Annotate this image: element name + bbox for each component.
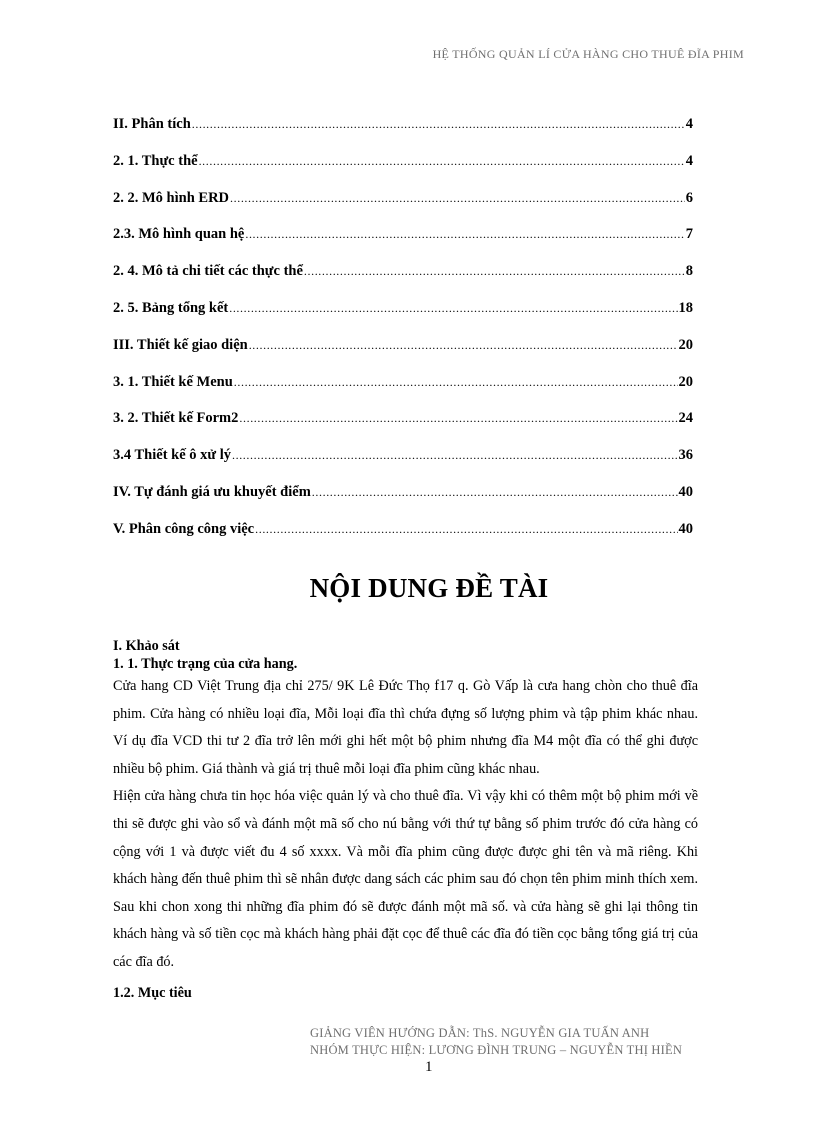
- toc-leader: [199, 154, 685, 169]
- toc-label: 2. 4. Mô tả chi tiết các thực thể: [113, 263, 303, 280]
- toc-label: 2.3. Mô hình quan hệ: [113, 226, 245, 243]
- footer-team: NHÓM THỰC HIỆN: LƯƠNG ĐÌNH TRUNG – NGUYỄN THỊ HIỀN: [310, 1043, 683, 1057]
- toc-label: 2. 2. Mô hình ERD: [113, 189, 230, 206]
- section-heading: I. Khảo sát: [113, 638, 180, 654]
- toc-leader: [192, 117, 685, 132]
- page-footer: [310, 1025, 682, 1059]
- toc-entry[interactable]: [113, 300, 693, 337]
- toc-label: 2. 1. Thực thể: [113, 152, 198, 169]
- toc-leader: [249, 338, 678, 353]
- toc-entry[interactable]: [113, 153, 693, 190]
- toc-leader: [304, 264, 685, 279]
- toc-page: 20: [678, 373, 693, 390]
- toc-label: 2. 5. Bảng tổng kết: [113, 299, 229, 316]
- toc-page: 24: [678, 410, 693, 427]
- toc-page: 20: [678, 336, 693, 353]
- page-number: 1: [425, 1059, 433, 1075]
- toc-entry[interactable]: [113, 410, 693, 447]
- toc-page: 6: [685, 189, 693, 206]
- toc-page: 40: [678, 520, 693, 537]
- toc-entry[interactable]: [113, 337, 693, 374]
- toc-label: II. Phân tích: [113, 116, 191, 132]
- page-header: HỆ THỐNG QUẢN LÍ CỬA HÀNG CHO THUÊ ĐĨA PHIM: [432, 47, 744, 61]
- toc-leader: [229, 301, 677, 316]
- toc-label: 3. 1. Thiết kế Menu: [113, 373, 233, 390]
- toc-page: 40: [678, 483, 693, 500]
- toc-entry[interactable]: [113, 374, 693, 411]
- toc-page: 4: [685, 152, 693, 169]
- toc-leader: [230, 191, 685, 206]
- document-title: NỘI DUNG ĐỀ TÀI: [309, 573, 549, 603]
- toc-entry[interactable]: [113, 116, 693, 153]
- toc-entry[interactable]: [113, 521, 693, 558]
- toc-leader: [234, 375, 678, 390]
- body-paragraph: Hiện cửa hàng chưa tin học hóa việc quản lý và cho thuê đĩa. Vì vậy khi có thêm một bộ phim mới về thi sẽ được ghi vào sổ và đánh một mã số cho nú bằng với thứ tự bằng số phim trước đó cửa hàng có cộng với 1 và được viết đu 4 số xxxx. Và mỗi đĩa phim cũng được được ghi tên và mã riêng. Khi khách hàng đến thuê phim thì sẽ nhân được dang sách các phim sau đó chọn tên phim minh thích xem. Sau khi chon xong thi những đĩa phim đó sẽ được đánh một mã số. và cửa hàng sẽ ghi lại thông tin khách hàng và số tiền cọc mà khách hàng phải đặt cọc để thuê các đĩa đó tiền cọc bằng tổng giá trị của các đĩa đó.: [113, 788, 698, 970]
- toc-entry[interactable]: [113, 226, 693, 263]
- body-paragraph: Cửa hang CD Việt Trung địa chỉ 275/ 9K Lê Đức Thọ f17 q. Gò Vấp là cưa hang chòn cho thuê đĩa phim. Cửa hàng có nhiều loại đĩa, Mỗi loại đĩa thì chứa đựng số lượng phim và tập phim khác nhau. Ví dụ đĩa VCD thi tư 2 đĩa trở lên mới ghi hết một bộ phim nhưng đĩa M4 một đĩa có thể ghi được nhiều bộ phim. Giá thành và giá trị thuê mỗi loại đĩa phim cũng khác nhau.: [113, 678, 698, 777]
- subsection-heading: 1. 1. Thực trạng của cửa hang.: [113, 656, 298, 672]
- toc-leader: [255, 522, 677, 537]
- document-body: [113, 637, 698, 1002]
- toc-page: 4: [685, 116, 693, 132]
- toc-leader: [312, 485, 678, 500]
- toc-entry[interactable]: [113, 190, 693, 227]
- toc-label: V. Phân công công việc: [113, 520, 255, 537]
- toc-label: 3.4 Thiết kế ô xử lý: [113, 447, 231, 464]
- footer-instructor: GIẢNG VIÊN HƯỚNG DẪN: ThS. NGUYỄN GIA TUẤN ANH: [310, 1026, 650, 1040]
- table-of-contents: [113, 116, 693, 558]
- subsection-heading: 1.2. Mục tiêu: [113, 984, 192, 1001]
- toc-leader: [232, 448, 678, 463]
- toc-leader: [239, 411, 677, 426]
- toc-label: III. Thiết kế giao diện: [113, 336, 248, 353]
- toc-page: 8: [685, 263, 693, 280]
- toc-entry[interactable]: [113, 484, 693, 521]
- toc-leader: [245, 227, 684, 242]
- toc-entry[interactable]: [113, 447, 693, 484]
- toc-label: 3. 2. Thiết kế Form2: [113, 410, 239, 427]
- toc-label: IV. Tự đánh giá ưu khuyết điểm: [113, 483, 311, 500]
- toc-page: 18: [678, 299, 693, 316]
- toc-page: 36: [678, 447, 693, 464]
- toc-entry[interactable]: [113, 263, 693, 300]
- toc-page: 7: [685, 226, 693, 243]
